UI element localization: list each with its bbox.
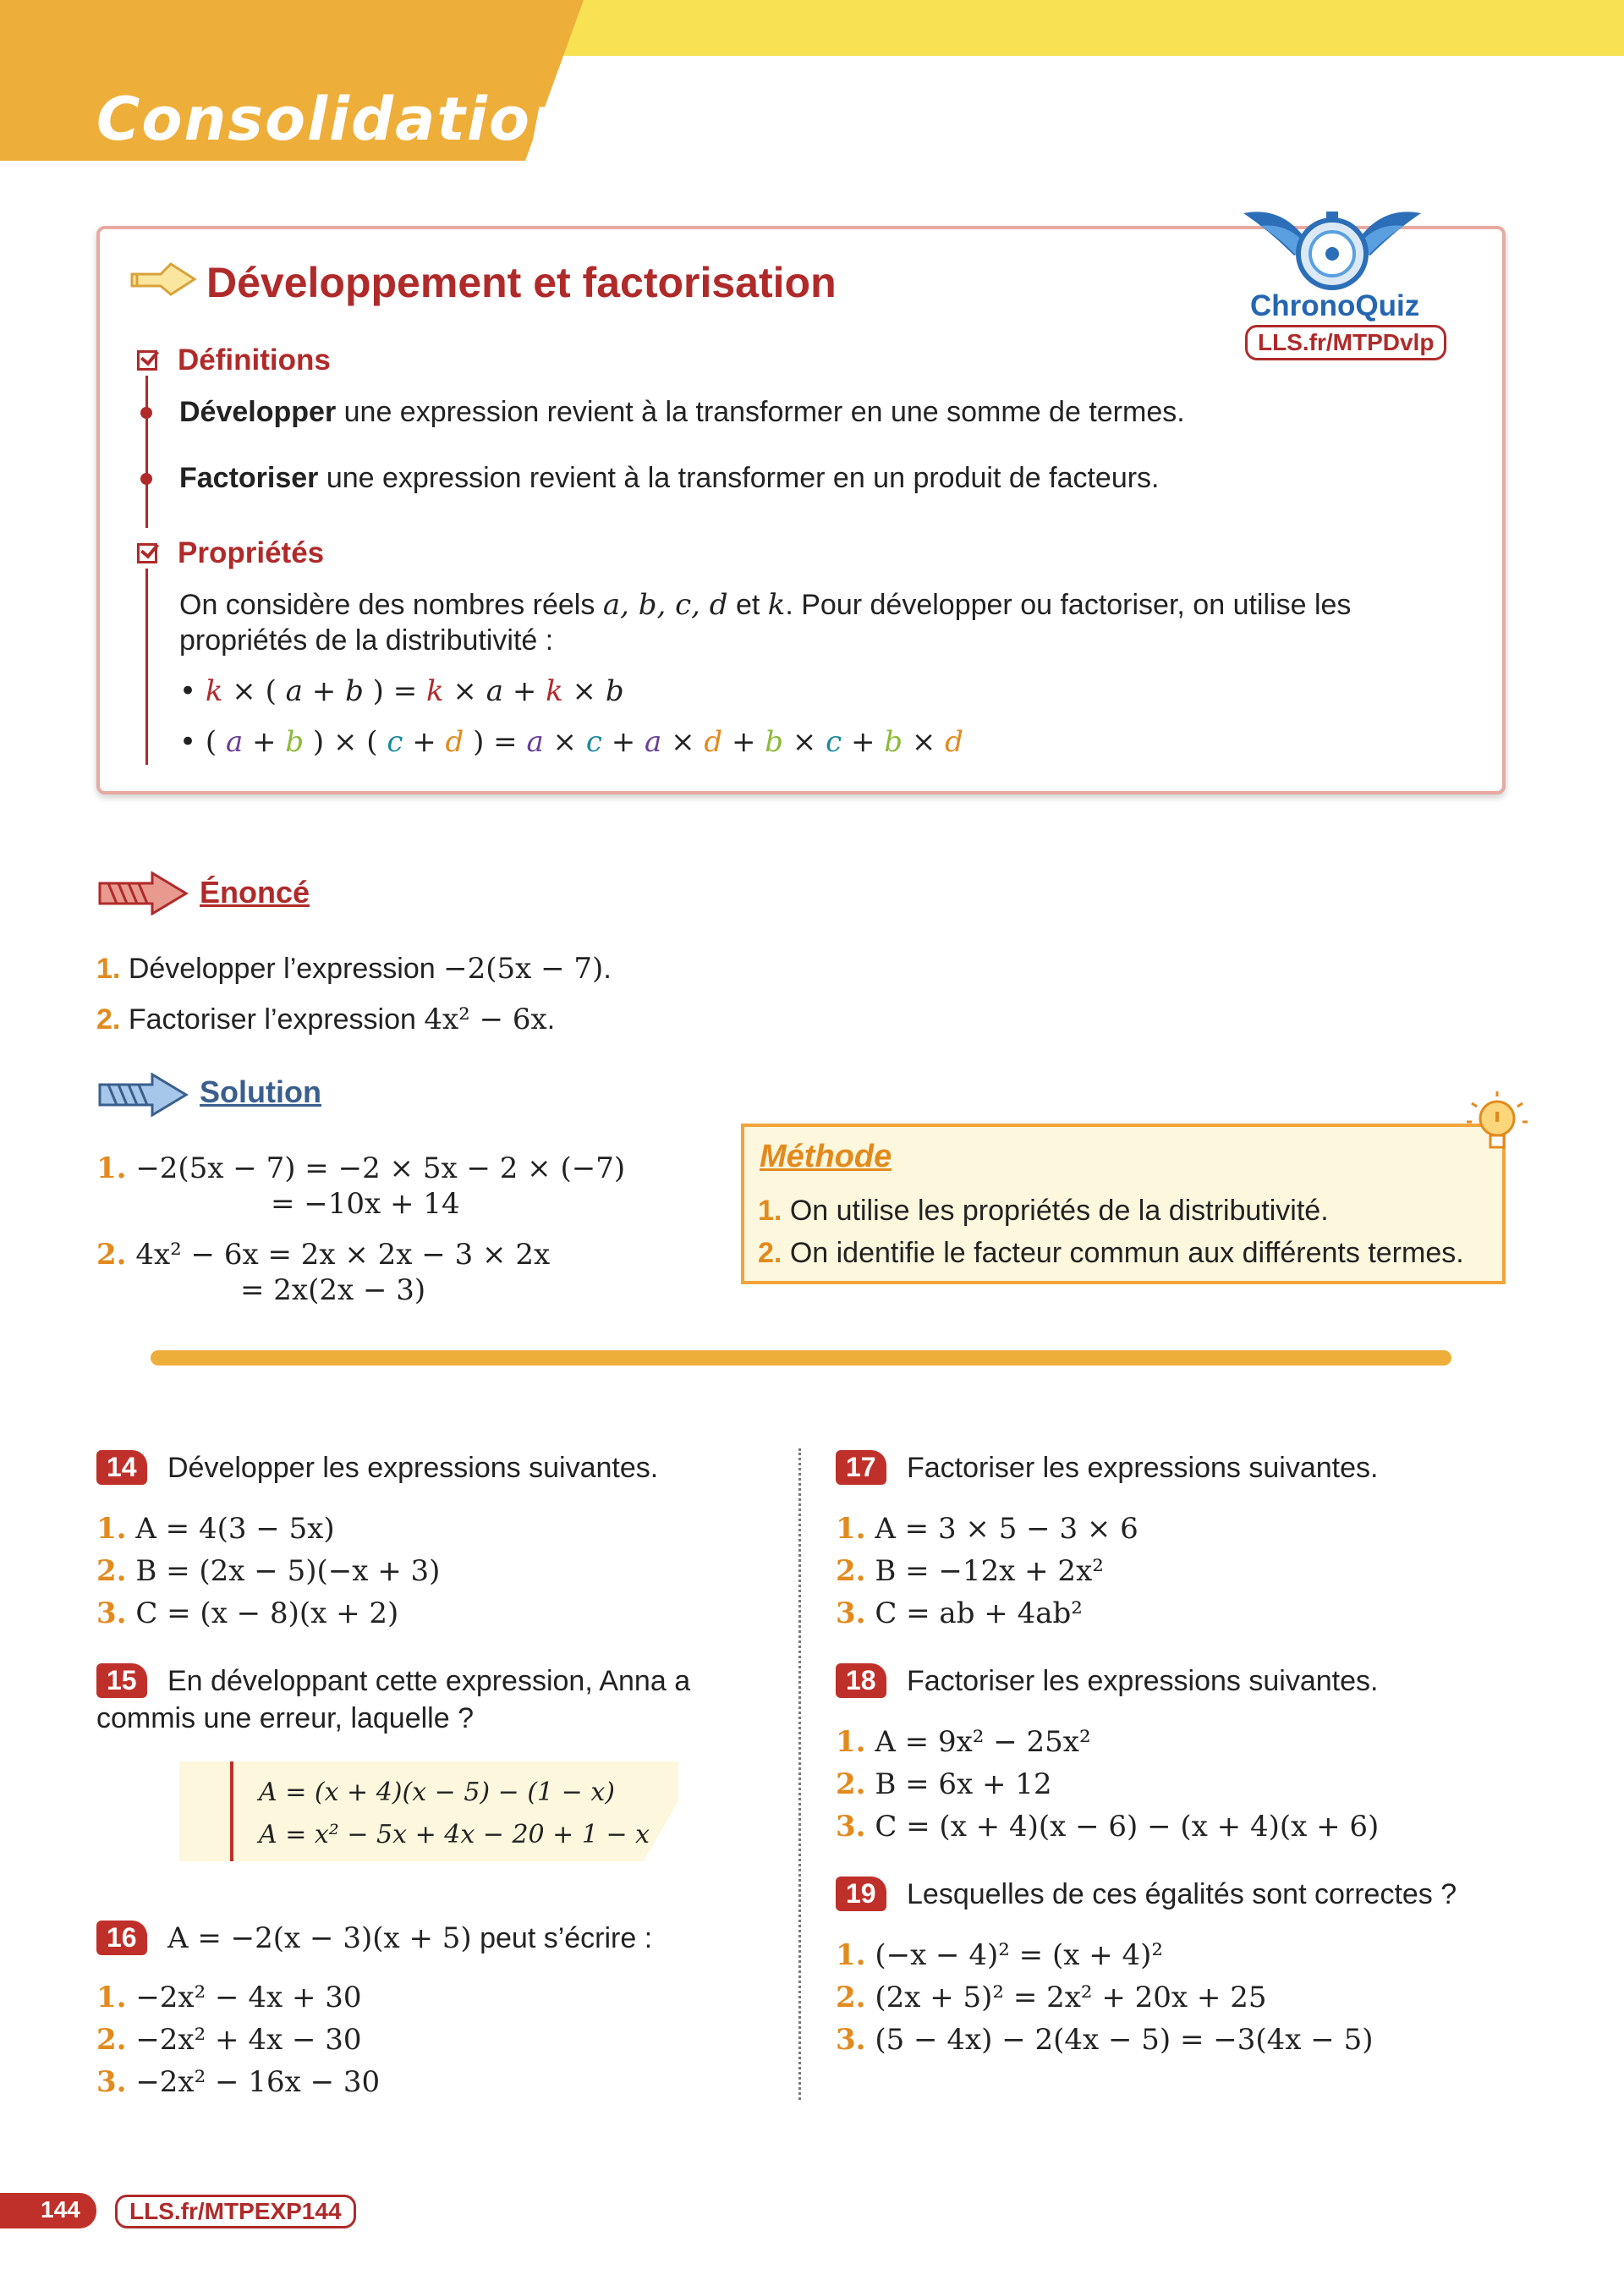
item-math: A = 9x² − 25x² [875, 1725, 1091, 1759]
definition-term: Factoriser [179, 462, 319, 494]
exercise-prompt: En développant cette expression, Anna a [167, 1665, 691, 1697]
properties-intro-line2: propriétés de la distributivité : [179, 624, 554, 657]
page-title: Consolidation [96, 85, 575, 154]
item-text: Développer l’expression [128, 953, 444, 985]
exercise-prompt [167, 1921, 652, 1957]
item-number: 2. [758, 1237, 782, 1269]
properties-intro-text: et [727, 589, 768, 621]
exercise-number-badge: 19 [836, 1877, 886, 1911]
solution-line [96, 1237, 550, 1273]
exercise-item [836, 1724, 1091, 1761]
item-math: (5 − 4x) − 2(4x − 5) = −3(4x − 5) [875, 2023, 1374, 2057]
definition-text: une expression revient à la transformer en une somme de termes. [336, 396, 1185, 428]
exercise-item [96, 1980, 362, 2016]
enonce-item [96, 1002, 555, 1038]
exercise-item [96, 1553, 440, 1590]
footer-link[interactable]: LLS.fr/MTPEXP144 [115, 2195, 356, 2228]
definition-develop [179, 394, 1185, 431]
exercise-item [96, 1596, 398, 1632]
definitions-heading: Définitions [178, 343, 331, 376]
lesson-title: Développement et factorisation [206, 259, 837, 306]
item-number: 2. [836, 1981, 866, 2014]
exercise-prompt: Factoriser les expressions suivantes. [907, 1452, 1379, 1484]
enonce-item [96, 951, 612, 987]
column-separator [798, 1448, 801, 2100]
item-math: (2x + 5)² = 2x² + 20x + 25 [875, 1981, 1267, 2014]
enonce-label: Énoncé [200, 875, 310, 909]
chronoquiz-label: ChronoQuiz [1250, 289, 1420, 322]
item-text: Factoriser l’expression [128, 1003, 425, 1036]
checkbox-icon [137, 543, 157, 563]
bullet-icon [140, 473, 152, 485]
chronoquiz-link[interactable]: LLS.fr/MTPDvlp [1245, 325, 1446, 360]
enonce-arrow-icon [96, 871, 189, 915]
item-math: A = −2(x − 3)(x + 5) [167, 1921, 472, 1955]
solution-math: 4x² − 6x = 2x × 2x − 3 × 2x [135, 1238, 551, 1272]
item-text: On utilise les propriétés de la distributivité. [789, 1195, 1329, 1227]
exercise-prompt: Lesquelles de ces égalités sont correctes ? [907, 1878, 1457, 1910]
exercise-number-badge: 18 [836, 1663, 886, 1698]
definition-term: Développer [179, 396, 337, 428]
item-number: 1. [96, 1512, 127, 1546]
pointing-hand-icon [129, 259, 198, 303]
methode-title: Méthode [760, 1139, 892, 1174]
exercise-item [836, 1809, 1379, 1845]
item-end: . [603, 953, 612, 985]
item-number: 2. [96, 1238, 127, 1272]
solution-arrow-icon [96, 1073, 189, 1117]
item-number: 1. [758, 1195, 782, 1227]
item-number: 1. [836, 1725, 866, 1759]
exercise-prompt: Développer les expressions suivantes. [167, 1452, 659, 1484]
properties-intro-text: On considère des nombres réels [179, 589, 603, 621]
exercise-item [836, 2022, 1374, 2058]
item-math: −2x² − 4x + 30 [135, 1981, 362, 2014]
properties-heading: Propriétés [178, 536, 325, 569]
solution-line: = −10x + 14 [271, 1187, 460, 1221]
item-number: 3. [96, 2065, 127, 2099]
item-number: 3. [836, 1596, 866, 1630]
exercise-item [836, 1937, 1163, 1974]
item-math: −2x² + 4x − 30 [135, 2023, 362, 2057]
properties-intro-text: . Pour développer ou factoriser, on utilise les [785, 589, 1352, 621]
properties-rule [145, 569, 148, 765]
definition-text: une expression revient à la transformer en un produit de facteurs. [318, 462, 1160, 494]
methode-item [758, 1193, 1329, 1229]
exercise-number-badge: 16 [96, 1921, 147, 1955]
item-number: 1. [836, 1938, 866, 1972]
item-math: A = 4(3 − 5x) [135, 1512, 335, 1546]
item-number: 2. [836, 1767, 866, 1801]
exercise-prompt: commis une erreur, laquelle ? [96, 1702, 475, 1734]
lightbulb-icon [1463, 1088, 1531, 1164]
solution-math: −2(5x − 7) = −2 × 5x − 2 × (−7) [135, 1151, 626, 1185]
exercise-item [836, 1553, 1104, 1590]
item-number: 3. [836, 1810, 866, 1844]
item-math: C = ab + 4ab² [875, 1596, 1083, 1630]
formula-1: • k × ( a + b ) = k × a + k × b [179, 674, 624, 708]
item-math: C = (x − 8)(x + 2) [135, 1596, 399, 1630]
exercise-item [96, 1511, 335, 1547]
section-divider [151, 1350, 1451, 1366]
item-math: B = 6x + 12 [875, 1767, 1052, 1801]
item-number: 3. [836, 2023, 866, 2057]
item-number: 3. [96, 1596, 127, 1630]
note-line-2: A = x² − 5x + 4x − 20 + 1 − x [259, 1820, 650, 1849]
exercise-prompt: Factoriser les expressions suivantes. [907, 1665, 1379, 1697]
exercise-number-badge: 17 [836, 1450, 886, 1485]
exercise-item [836, 1767, 1052, 1803]
checkbox-icon [137, 350, 157, 371]
definitions-rule [145, 376, 148, 528]
solution-label: Solution [200, 1074, 321, 1109]
item-math: −2x² − 16x − 30 [135, 2065, 381, 2099]
item-math: A = 3 × 5 − 3 × 6 [875, 1512, 1138, 1546]
item-number: 1. [96, 1981, 127, 2014]
item-math: C = (x + 4)(x − 6) − (x + 4)(x + 6) [875, 1810, 1380, 1844]
item-math: 4x² − 6x [424, 1003, 547, 1036]
item-number: 2. [836, 1554, 866, 1588]
properties-vars: a, b, c, d [602, 588, 728, 622]
item-text: On identifie le facteur commun aux différents termes. [789, 1237, 1464, 1269]
solution-line: = 2x(2x − 3) [240, 1273, 426, 1307]
exercise-item [836, 1980, 1266, 2016]
note-line-1: A = (x + 4)(x − 5) − (1 − x) [259, 1778, 615, 1807]
properties-intro [179, 587, 1351, 624]
exercise-item [96, 2064, 380, 2101]
item-math: B = −12x + 2x² [875, 1554, 1104, 1588]
item-math: −2(5x − 7) [443, 952, 604, 986]
item-math: B = (2x − 5)(−x + 3) [135, 1554, 441, 1588]
exercise-item [836, 1596, 1083, 1632]
page-number: 144 [0, 2193, 96, 2228]
formula-2: • ( a + b ) × ( c + d ) = a × c + a × d + b × c + b × d [179, 725, 963, 759]
solution-line [96, 1151, 625, 1187]
exercise-number-badge: 15 [96, 1663, 147, 1698]
item-end: . [546, 1003, 556, 1036]
item-number: 1. [836, 1512, 866, 1546]
item-number: 1. [96, 953, 121, 985]
item-text: peut s’écrire : [471, 1922, 653, 1954]
item-number: 2. [96, 1003, 121, 1036]
item-number: 1. [96, 1151, 127, 1185]
chronoquiz-logo-icon [1235, 196, 1429, 298]
properties-var-k: k [767, 588, 786, 622]
bullet-icon [140, 407, 152, 419]
exercise-number-badge: 14 [96, 1450, 147, 1485]
methode-item [758, 1235, 1464, 1272]
item-math: (−x − 4)² = (x + 4)² [875, 1938, 1164, 1972]
definition-factor [179, 460, 1160, 497]
exercise-item [96, 2022, 362, 2058]
item-number: 2. [96, 2023, 127, 2057]
item-number: 2. [96, 1554, 127, 1588]
note-margin-line [230, 1761, 233, 1861]
exercise-item [836, 1511, 1138, 1547]
